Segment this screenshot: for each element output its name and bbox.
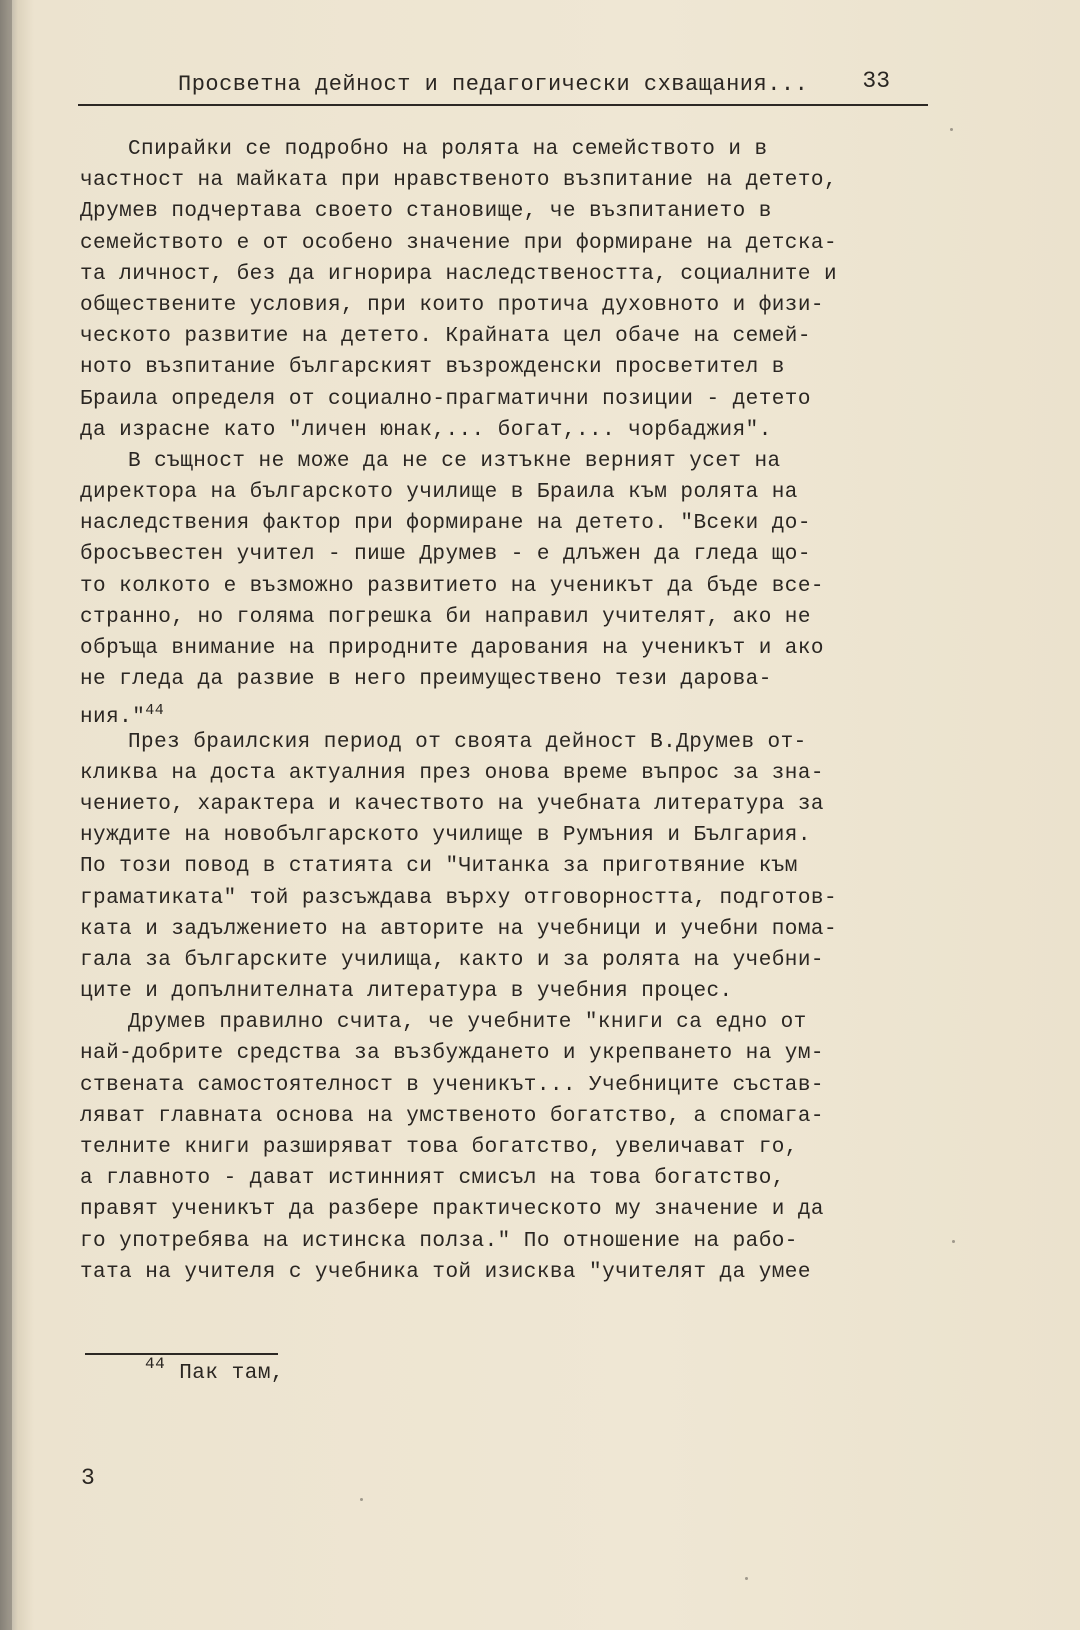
text-line: телните книги разширяват това богатство, увеличават го, — [80, 1136, 798, 1159]
text-line: обръща внимание на природните дарования на ученикът и ако — [80, 637, 824, 660]
paper-speck — [360, 1498, 363, 1501]
text-line: директора на българското училище в Браила към ролята на — [80, 481, 798, 505]
paper-speck — [950, 128, 953, 131]
text-line: правят ученикът да разбере практическото му значение и да — [80, 1198, 824, 1222]
paper-speck — [745, 1577, 748, 1580]
text-line: странно, но голяма погрешка би направил учителят, ако не — [80, 605, 811, 629]
text-line: Спирайки се подробно на ролята на семейството и в — [128, 138, 768, 161]
text-line-content: ния." — [80, 706, 146, 730]
text-line: ното възпитание българският възрожденски просветител в — [80, 356, 785, 380]
footnote-text: Пак там, — [179, 1362, 285, 1385]
text-line: граматиката" той разсъждава върху отговорността, подготов- — [80, 886, 838, 910]
text-line: ляват главната основа на умственото богатство, а спомага- — [80, 1104, 824, 1128]
text-line: семейството е от особено значение при формиране на детска- — [80, 231, 838, 255]
text-line: кликва на доста актуалния през онова време въпрос за зна- — [80, 761, 824, 785]
text-line: ствената самостоятелност в ученикът... Учебниците състав- — [80, 1073, 824, 1097]
header-title: Просветна дейност и педагогически схващания... — [178, 72, 809, 97]
text-line: Браила определя от социално-прагматични позиции - детето — [80, 387, 811, 411]
paper-speck — [952, 1240, 955, 1243]
text-line: Друмев подчертава своето становище, че възпитанието в — [80, 200, 772, 224]
text-line: то колкото е възможно развитието на ученикът да бъде все- — [80, 574, 824, 598]
footnote-divider — [85, 1353, 278, 1355]
running-header — [78, 68, 928, 106]
text-line — [80, 695, 930, 730]
text-line: наследствения фактор при формиране на детето. "Всеки до- — [80, 512, 811, 536]
binding-shadow — [0, 0, 12, 1630]
body-text — [80, 134, 930, 1288]
footnote-number: 44 — [145, 1355, 166, 1373]
page-number: 33 — [862, 68, 890, 94]
text-line: най-добрите средства за възбуждането и укрепването на ум- — [80, 1042, 824, 1066]
text-line: а главното - дават истинният смисъл на това богатство, — [80, 1167, 785, 1191]
text-line: Друмев правилно счита, че учебните "книги са едно от — [128, 1011, 807, 1035]
printer-signature-mark: 3 — [81, 1465, 95, 1491]
text-line: тата на учителя с учебника той изисква "учителят да умее — [80, 1260, 811, 1284]
footnote — [145, 1355, 285, 1385]
text-line: частност на майката при нравственото възпитание на детето, — [80, 169, 838, 193]
text-line: бросъвестен учител - пише Друмев - е длъжен да гледа що- — [80, 543, 811, 567]
text-line: През браилския период от своята дейност В.Друмев от- — [128, 730, 807, 754]
text-line: гала за българските училища, както и за ролята на учебни- — [80, 948, 824, 972]
text-line: В същност не може да не се изтъкне верният усет на — [128, 449, 781, 473]
text-line: ческото развитие на детето. Крайната цел обаче на семей- — [80, 325, 811, 349]
text-line: ката и задължението на авторите на учебници и учебни помa- — [80, 917, 838, 941]
text-line: нуждите на новобългарското училище в Румъния и България. — [80, 824, 811, 848]
text-line: да израсне като "личен юнак,... богат,... чорбаджия". — [80, 418, 772, 442]
text-line: обществените условия, при които протича духовното и физи- — [80, 293, 824, 317]
text-line: чението, характера и качеството на учебната литература за — [80, 792, 824, 816]
text-line: го употребява на истинска полза." По отношение на рабо- — [80, 1229, 798, 1253]
text-line: та личност, без да игнорира наследствеността, социалните и — [80, 262, 838, 286]
footnote-reference: 44 — [145, 702, 165, 720]
text-line: не гледа да развие в него преимуществено тези дарова- — [80, 668, 772, 692]
text-line: ците и допълнителната литература в учебния процес. — [80, 980, 733, 1004]
text-line: По този повод в статията си "Читанка за приготвяние към — [80, 855, 798, 879]
